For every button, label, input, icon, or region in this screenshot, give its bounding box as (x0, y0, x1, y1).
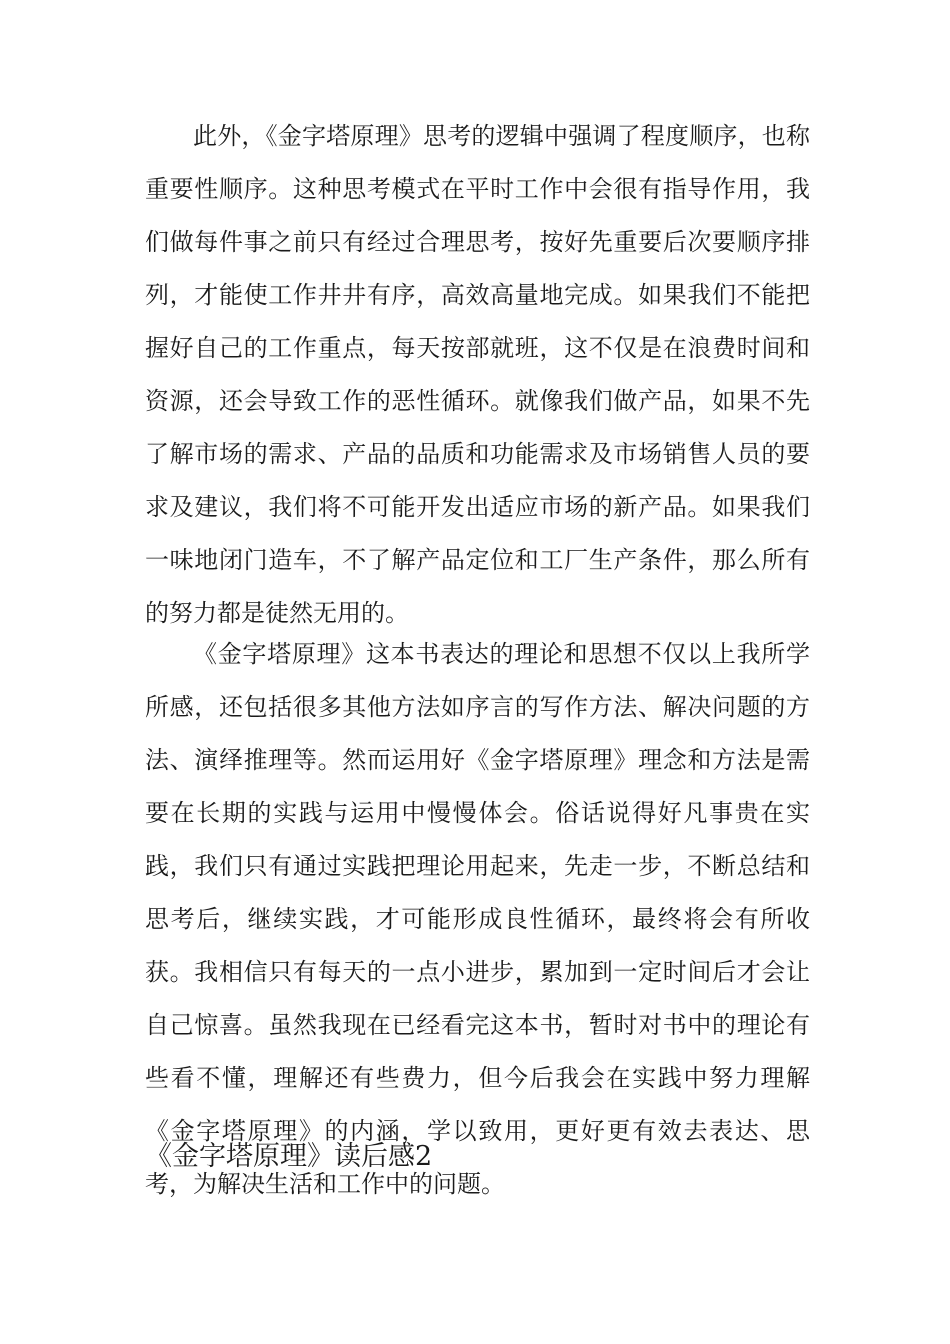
body-paragraph-1: 此外，《金字塔原理》思考的逻辑中强调了程度顺序，也称重要性顺序。这种思考模式在平时工作中会很有指导作用，我们做每件事之前只有经过合理思考，按好先重要后次要顺序排列，才能使工作井井有序，高效高量地完成。如果我们不能把握好自己的工作重点，每天按部就班，这不仅是在浪费时间和资源，还会导致工作的恶性循环。就像我们做产品，如果不先了解市场的需求、产品的品质和功能需求及市场销售人员的要求及建议，我们将不可能开发出适应市场的新产品。如果我们一味地闭门造车，不了解产品定位和工厂生产条件，那么所有的努力都是徒然无用的。 (145, 122, 810, 627)
body-paragraph-2: 《金字塔原理》这本书表达的理论和思想不仅以上我所学所感，还包括很多其他方法如序言的写作方法、解决问题的方法、演绎推理等。然而运用好《金字塔原理》理念和方法是需要在长期的实践与运用中慢慢体会。俗话说得好凡事贵在实践，我们只有通过实践把理论用起来，先走一步，不断总结和思考后，继续实践，才可能形成良性循环，最终将会有所收获。我相信只有每天的一点小进步，累加到一定时间后才会让自己惊喜。虽然我现在已经看完这本书，暂时对书中的理论有些看不懂，理解还有些费力，但今后我会在实践中努力理解《金字塔原理》的内涵，学以致用，更好更有效去表达、思考，为解决生活和工作中的问题。 (145, 640, 810, 1198)
section-heading: 《金字塔原理》读后感2 (145, 1141, 433, 1172)
